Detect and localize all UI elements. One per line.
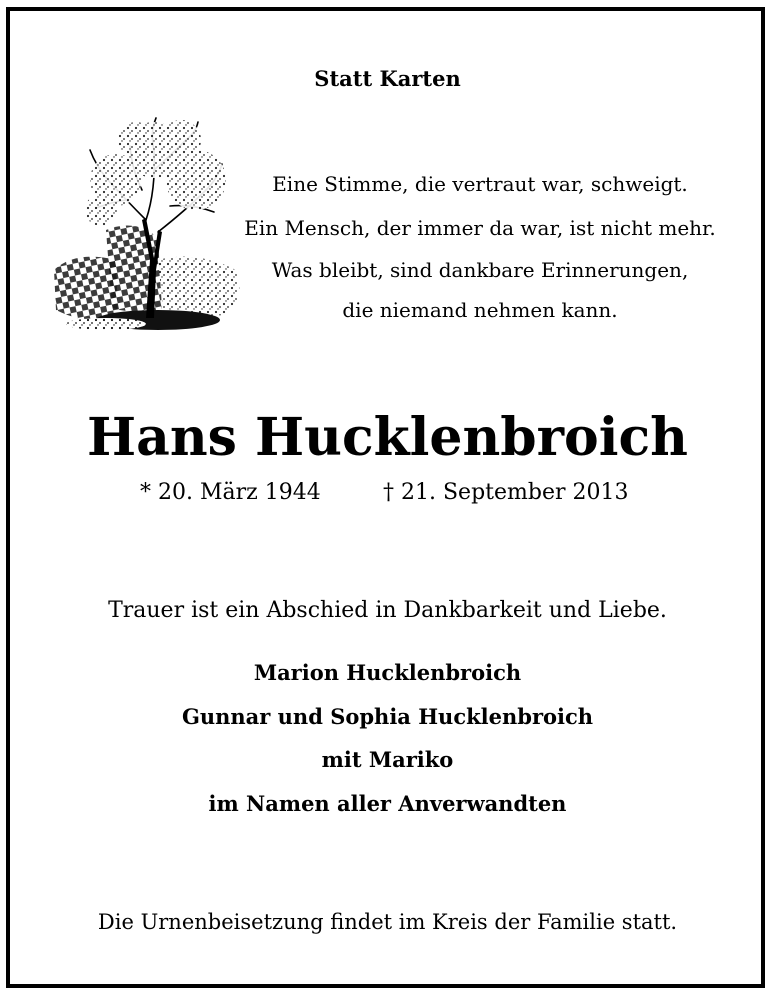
notice-header: Statt Karten — [314, 66, 461, 91]
poem-line-4: die niemand nehmen kann. — [342, 298, 618, 322]
burial-notice: Die Urnenbeisetzung findet im Kreis der Familie statt. — [97, 910, 678, 934]
poem-line-1: Eine Stimme, die vertraut war, schweigt. — [272, 172, 688, 196]
family-line-3: mit Mariko — [321, 747, 454, 772]
family-line-2: Gunnar und Sophia Hucklenbroich — [181, 704, 594, 729]
motto: Trauer ist ein Abschied in Dankbarkeit und Liebe. — [108, 598, 667, 623]
family-line-4: im Namen aller Anverwandten — [208, 791, 567, 816]
tree-icon — [46, 110, 258, 342]
poem-line-2: Ein Mensch, der immer da war, ist nicht mehr. — [244, 216, 716, 240]
poem-line-3: Was bleibt, sind dankbare Erinnerungen, — [271, 258, 689, 282]
family-line-1: Marion Hucklenbroich — [253, 660, 522, 685]
deceased-name: Hans Hucklenbroich — [87, 407, 688, 468]
birth-date: * 20. März 1944 — [140, 480, 321, 505]
death-date: † 21. September 2013 — [383, 480, 629, 505]
